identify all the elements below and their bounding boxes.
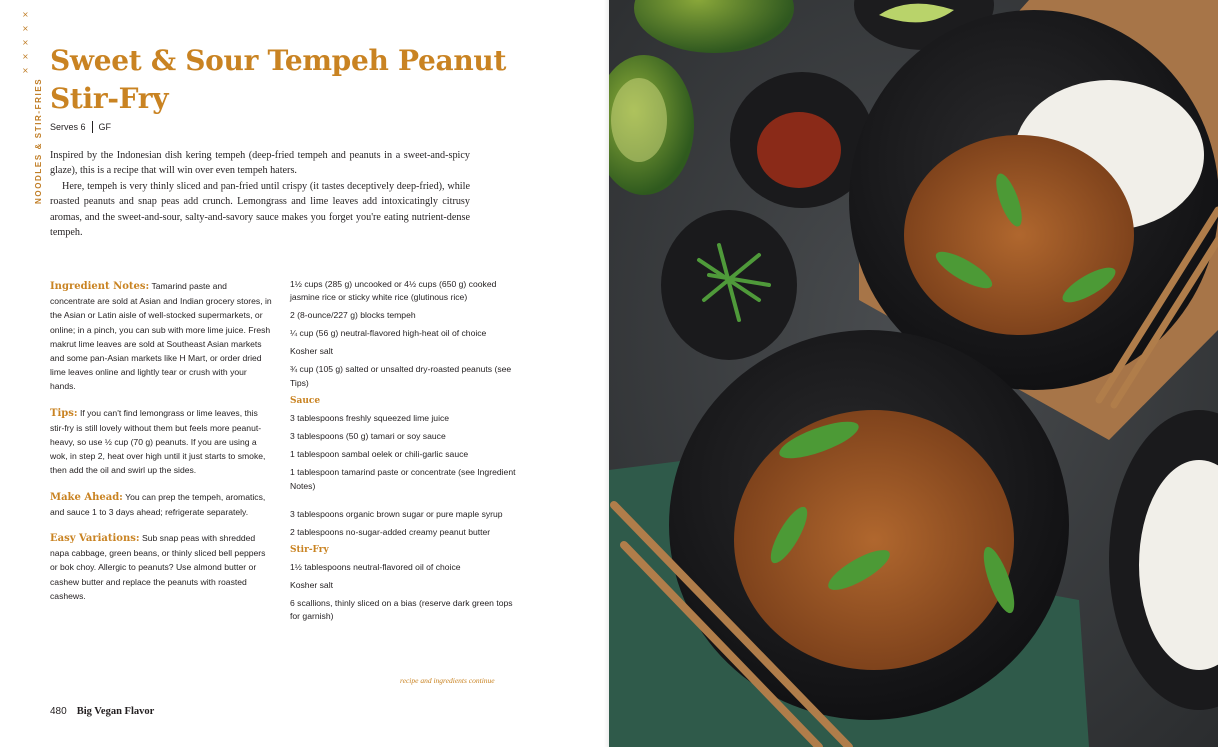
recipe-meta xyxy=(50,121,111,133)
continue-note: recipe and ingredients continue xyxy=(400,676,495,685)
ingredient-list xyxy=(290,278,522,628)
chapter-tab-dots: × × × × × xyxy=(22,10,29,75)
note-head: Ingredient Notes: xyxy=(50,281,150,292)
page-footer xyxy=(50,706,154,717)
note-head: Make Ahead: xyxy=(50,491,123,503)
note-make-ahead xyxy=(50,490,272,519)
note-text: You can prep the tempeh, aromatics, and sauce 1 to 3 days ahead; refrigerate separately. xyxy=(50,491,266,517)
recipe-title-line1: Sweet & Sour Tempeh Peanut xyxy=(50,44,507,77)
meta-divider xyxy=(92,121,93,133)
note-ingredient-notes xyxy=(50,279,272,394)
diet-tag: GF xyxy=(98,122,112,132)
ingredient-item: Kosher salt xyxy=(290,346,333,357)
sauce-heading: Sauce xyxy=(290,395,321,406)
ingredient-item: 1 tablespoon tamarind paste or concentrate (see Ingredient Notes) xyxy=(290,467,516,491)
page-number: 480 xyxy=(50,706,67,717)
note-text: Sub snap peas with shredded napa cabbage, green beans, or thinly sliced bell peppers or bok choy. Allergic to peanuts? Use almond butter or cashew butter and replace the peanuts with roasted cashews. xyxy=(50,533,266,601)
ingredient-item: 3 tablespoons organic brown sugar or pure maple syrup xyxy=(290,508,503,519)
note-easy-variations xyxy=(50,531,272,603)
sambal-sauce xyxy=(757,112,841,188)
ingredient-item: 3 tablespoons freshly squeezed lime juice xyxy=(290,413,450,424)
ingredient-item: Kosher salt xyxy=(290,580,333,591)
note-text: Tamarind paste and concentrate are sold at Asian and Indian grocery stores, in the Asian or Latin aisle of well-stocked supermarkets, or online; in a pinch, you can sub with more lime juice. Fresh makrut lime leaves are sold at Southeast Asian markets and some pan-Asian markets like H Mart, or order dried lime leaves online and lightly tear or crush with your hands. xyxy=(50,281,272,392)
stirfry-heading: Stir-Fry xyxy=(290,544,329,555)
note-text: If you can't find lemongrass or lime leaves, this stir-fry is still lovely without them but feels more peanut-heavy, so use ½ cup (70 g) peanuts. If you are using a wok, in step 2, heat over high until it just starts to smoke, then add the oil and swirl up the sides. xyxy=(50,407,266,476)
recipe-title xyxy=(50,42,520,118)
ingredient-item: 1½ tablespoons neutral-flavored oil of choice xyxy=(290,562,461,573)
intro-paragraph-1: Inspired by the Indonesian dish kering tempeh (deep-fried tempeh and peanuts in a sweet-and-spicy glaze), this is a recipe that will win over even tempeh haters. xyxy=(50,150,470,177)
glass-highlight xyxy=(611,78,667,162)
recipe-title-line2: Stir-Fry xyxy=(50,82,169,115)
chapter-tab-label: NOODLES & STIR-FRIES xyxy=(34,77,43,204)
stirfry-top xyxy=(904,135,1134,335)
note-tips xyxy=(50,406,272,478)
ingredient-item: 2 (8-ounce/227 g) blocks tempeh xyxy=(290,310,416,321)
food-photo xyxy=(609,0,1218,747)
recipe-intro xyxy=(50,148,470,240)
ingredient-item: 1½ cups (285 g) uncooked or 4½ cups (650 g) cooked jasmine rice or sticky white rice (glutinous rice) xyxy=(290,279,497,303)
serves-label: Serves 6 xyxy=(50,122,86,132)
food-photo-illustration xyxy=(609,0,1218,747)
ingredient-item: ¼ cup (56 g) neutral-flavored high-heat oil of choice xyxy=(290,328,487,339)
ingredient-item: 1 tablespoon sambal oelek or chili-garlic sauce xyxy=(290,449,469,460)
ingredient-item: 6 scallions, thinly sliced on a bias (reserve dark green tops for garnish) xyxy=(290,598,513,622)
book-title: Big Vegan Flavor xyxy=(76,706,155,717)
note-head: Easy Variations: xyxy=(50,533,140,545)
intro-paragraph-2: Here, tempeh is very thinly sliced and pan-fried until crispy (it tastes deceptively deep-fried), while roasted peanuts and snap peas add crunch. Lemongrass and lime leaves add intoxicatingly citrusy aromas, and the sweet-and-sour, salty-and-savory sauce makes you forget you're eating nutrient-dense tempeh. xyxy=(50,180,470,239)
recipe-notes xyxy=(50,279,272,615)
note-head: Tips: xyxy=(50,407,78,419)
spacer xyxy=(290,498,522,508)
chapter-tab xyxy=(18,8,43,208)
ingredient-item: 2 tablespoons no-sugar-added creamy peanut butter xyxy=(290,526,491,537)
ingredient-item: ¾ cup (105 g) salted or unsalted dry-roasted peanuts (see Tips) xyxy=(290,364,512,388)
ingredient-item: 3 tablespoons (50 g) tamari or soy sauce xyxy=(290,431,446,442)
